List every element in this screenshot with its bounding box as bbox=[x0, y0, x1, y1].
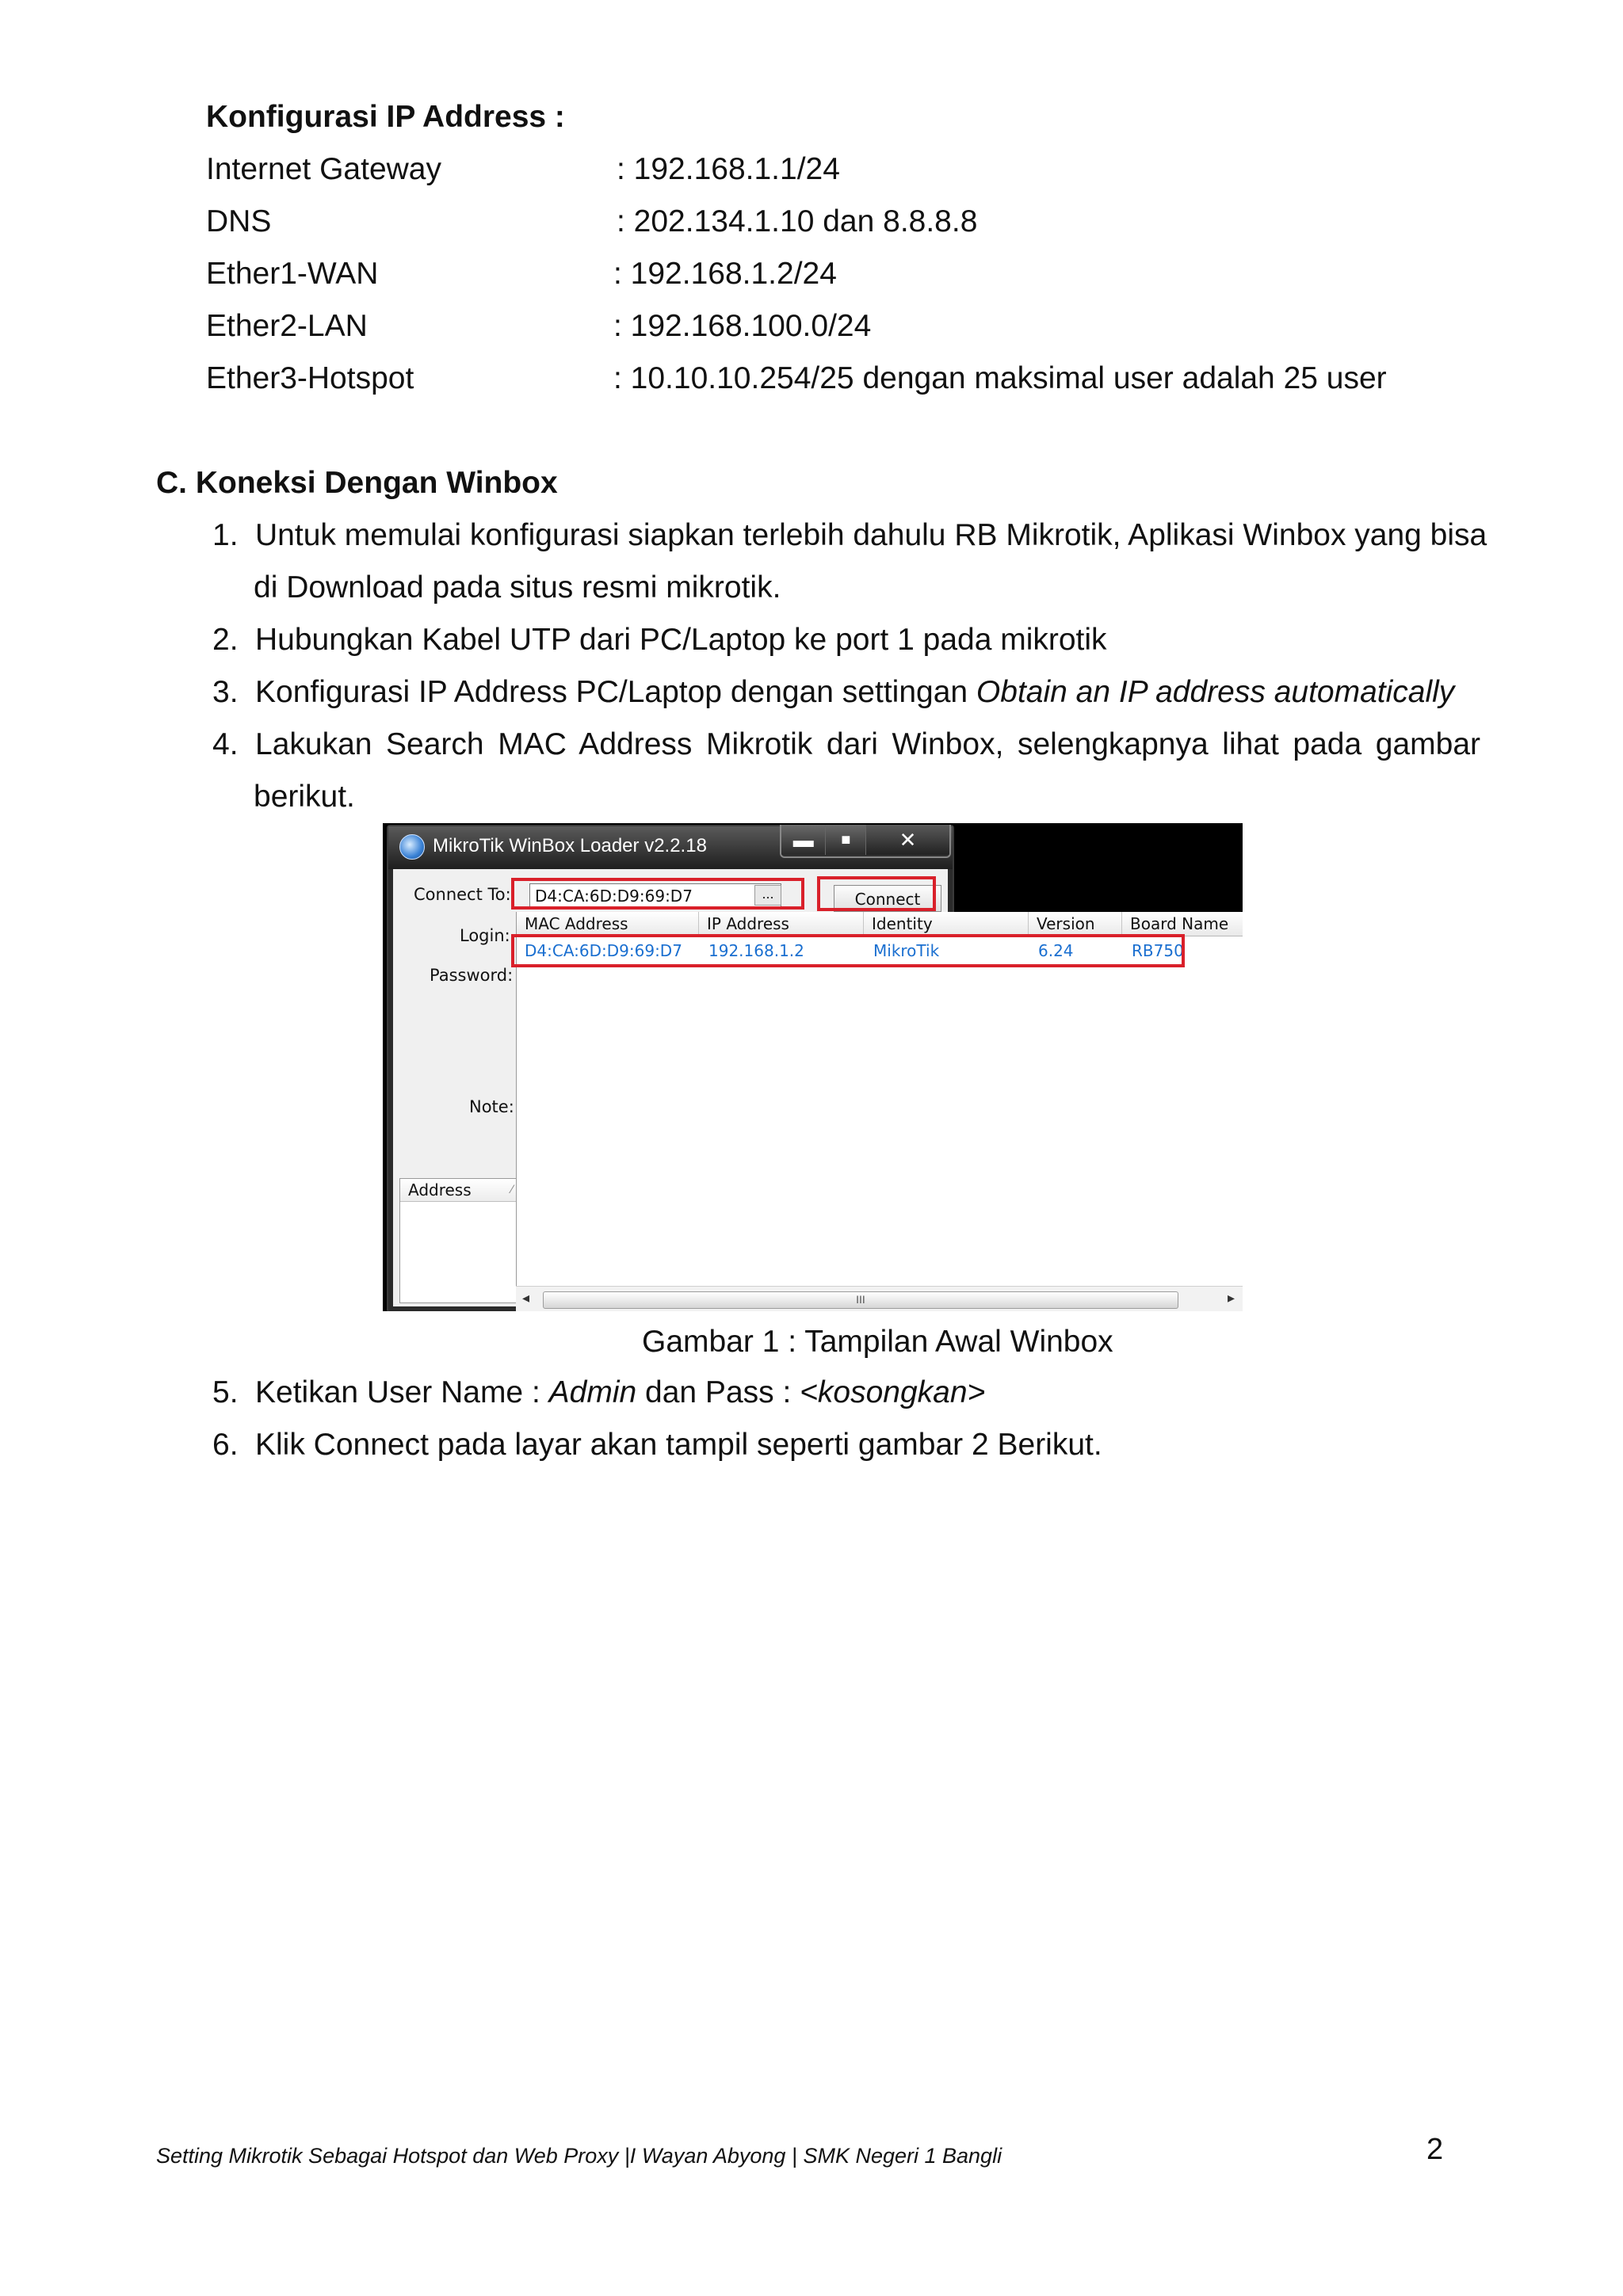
connect-button[interactable]: Connect bbox=[834, 885, 941, 912]
col-mac-address[interactable]: MAC Address bbox=[517, 912, 699, 936]
step-2-text: Hubungkan Kabel UTP dari PC/Laptop ke port 1 pada mikrotik bbox=[255, 623, 1107, 657]
cell-board-name[interactable]: RB750 bbox=[1132, 941, 1184, 960]
step-1-number: 1. bbox=[212, 518, 239, 552]
scroll-right-icon[interactable]: ▸ bbox=[1227, 1290, 1235, 1306]
page-footer: Setting Mikrotik Sebagai Hotspot dan Web Proxy |I Wayan Abyong | SMK Negeri 1 Bangli bbox=[156, 2144, 1002, 2168]
browse-neighbors-button[interactable]: ... bbox=[754, 885, 781, 906]
maximize-button[interactable]: ■ bbox=[826, 825, 866, 855]
step-4-number: 4. bbox=[212, 727, 239, 761]
step-3-prefix: Konfigurasi IP Address PC/Laptop dengan settingan bbox=[255, 675, 976, 709]
close-button[interactable]: ✕ bbox=[866, 825, 949, 855]
config-value-ether2: : 192.168.100.0/24 bbox=[613, 309, 872, 343]
connect-to-label: Connect To: bbox=[414, 885, 511, 904]
config-label-ether2: Ether2-LAN bbox=[206, 309, 368, 343]
col-identity[interactable]: Identity bbox=[864, 912, 1029, 936]
config-label-ether3: Ether3-Hotspot bbox=[206, 361, 414, 395]
cell-identity[interactable]: MikroTik bbox=[873, 941, 940, 960]
winbox-screenshot bbox=[383, 823, 1243, 1311]
neighbor-table bbox=[516, 912, 1243, 1311]
config-heading: Konfigurasi IP Address : bbox=[206, 100, 565, 134]
window-controls bbox=[780, 825, 951, 858]
config-value-dns: : 202.134.1.10 dan 8.8.8.8 bbox=[617, 204, 978, 238]
step-6-text: Klik Connect pada layar akan tampil seperti gambar 2 Berikut. bbox=[255, 1428, 1102, 1462]
window-title: MikroTik WinBox Loader v2.2.18 bbox=[433, 835, 707, 856]
step-4-line2: berikut. bbox=[254, 780, 355, 814]
connect-to-input[interactable]: D4:CA:6D:D9:69:D7 bbox=[529, 883, 781, 907]
title-bar bbox=[388, 826, 953, 869]
step-6-number: 6. bbox=[212, 1428, 239, 1462]
step-3-number: 3. bbox=[212, 675, 239, 709]
step-5-username: Admin bbox=[548, 1375, 637, 1409]
address-header-label: Address bbox=[408, 1180, 472, 1199]
scroll-left-icon[interactable]: ◂ bbox=[522, 1290, 530, 1306]
col-version[interactable]: Version bbox=[1029, 912, 1122, 936]
login-label: Login: bbox=[460, 926, 510, 945]
horizontal-scrollbar[interactable] bbox=[516, 1286, 1243, 1311]
col-board-name[interactable]: Board Name bbox=[1130, 914, 1229, 933]
step-4-line1: Lakukan Search MAC Address Mikrotik dari Winbox, selengkapnya lihat pada gambar bbox=[255, 727, 1480, 761]
address-list[interactable] bbox=[399, 1178, 525, 1303]
address-column-header[interactable] bbox=[400, 1179, 524, 1202]
step-5-number: 5. bbox=[212, 1375, 239, 1409]
minimize-button[interactable]: ▬ bbox=[781, 825, 826, 855]
config-value-ether1: : 192.168.1.2/24 bbox=[613, 257, 837, 291]
cell-version[interactable]: 6.24 bbox=[1038, 941, 1074, 960]
step-1-line2: di Download pada situs resmi mikrotik. bbox=[254, 570, 781, 605]
cell-ip-address[interactable]: 192.168.1.2 bbox=[708, 941, 804, 960]
step-5-text bbox=[255, 1374, 985, 1412]
highlight-connect-to bbox=[511, 878, 804, 910]
highlight-connect-button bbox=[817, 876, 936, 911]
col-ip-address[interactable]: IP Address bbox=[699, 912, 864, 936]
table-header bbox=[517, 912, 1243, 936]
page-number: 2 bbox=[1426, 2133, 1444, 2166]
figure-caption: Gambar 1 : Tampilan Awal Winbox bbox=[642, 1325, 1113, 1359]
config-value-ether3: : 10.10.10.254/25 dengan maksimal user adalah 25 user bbox=[613, 361, 1387, 395]
step-1-line1: Untuk memulai konfigurasi siapkan terlebih dahulu RB Mikrotik, Aplikasi Winbox yang bisa bbox=[255, 518, 1487, 552]
highlight-neighbor-row bbox=[511, 934, 1185, 967]
step-2-number: 2. bbox=[212, 623, 239, 657]
scrollbar-thumb[interactable]: III bbox=[543, 1291, 1178, 1309]
step-5-mid: dan Pass : bbox=[636, 1375, 800, 1409]
password-label: Password: bbox=[430, 966, 514, 985]
config-value-gateway: : 192.168.1.1/24 bbox=[617, 152, 840, 186]
sort-icon: ⁄ bbox=[510, 1184, 513, 1196]
config-label-gateway: Internet Gateway bbox=[206, 152, 441, 186]
step-3-italic: Obtain an IP address automatically bbox=[976, 675, 1455, 709]
step-5-password: <kosongkan> bbox=[800, 1375, 986, 1409]
step-5-prefix: Ketikan User Name : bbox=[255, 1375, 549, 1409]
section-heading: C. Koneksi Dengan Winbox bbox=[156, 466, 558, 500]
config-label-dns: DNS bbox=[206, 204, 272, 238]
cell-mac-address[interactable]: D4:CA:6D:D9:69:D7 bbox=[525, 941, 682, 960]
note-label: Note: bbox=[469, 1097, 514, 1116]
step-3-text bbox=[255, 673, 1454, 711]
mikrotik-logo-icon bbox=[399, 834, 425, 860]
config-label-ether1: Ether1-WAN bbox=[206, 257, 379, 291]
